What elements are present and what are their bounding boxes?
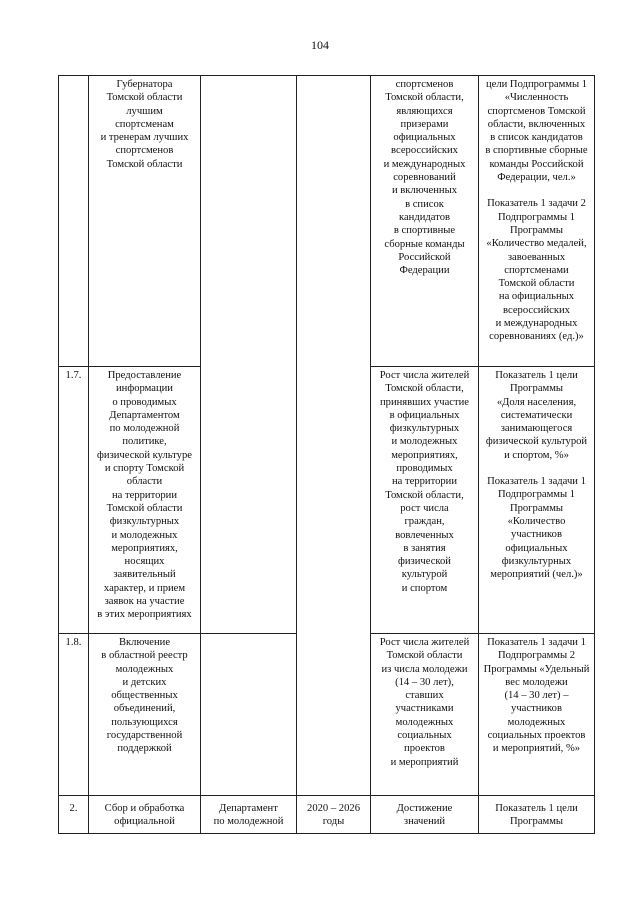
period-cell <box>297 796 371 834</box>
row-number-cell <box>59 367 89 634</box>
period-cell <box>297 76 371 796</box>
event-cell <box>89 796 201 834</box>
executor-cell <box>201 796 297 834</box>
event-text: Включение в областной реестр молодежных и детских общественных объединений, пользующихся государственной поддержкой <box>101 637 188 755</box>
indicator-text: Показатель 1 задачи 2 Подпрограммы 1 Программы «Количество медалей, завоеванных спортсменами Томской области на официальных всероссийских и международных соревнованиях (ед.)» <box>486 198 587 343</box>
table-row <box>59 796 595 834</box>
result-text: Рост числа жителей Томской области, принявших участие в официальных физкультурных и молодежных мероприятиях, проводимых на территории Томской области, рост числа граждан, вовлеченных в занятия физической культурой и спортом <box>379 370 470 594</box>
row-number: 1.8. <box>65 637 82 648</box>
page-number: 104 <box>311 38 329 52</box>
measures-table <box>58 75 595 834</box>
indicator-cell <box>479 367 595 634</box>
executor-text: Департамент по молодежной <box>213 803 284 828</box>
result-text: спортсменов Томской области, являющихся призерами официальных всероссийских и международных соревнований и включенных в список кандидатов в спортивные сборные команды Российской Федерации <box>383 79 466 277</box>
result-text: Рост числа жителей Томской области из числа молодежи (14 – 30 лет), ставших участниками молодежных социальных проектов и мероприятий <box>379 637 470 768</box>
indicator-cell <box>479 796 595 834</box>
event-text: Сбор и обработка официальной <box>104 803 185 828</box>
indicator-cell <box>479 634 595 796</box>
result-text: Достижение значений <box>396 803 453 828</box>
executor-cell <box>201 76 297 634</box>
row-number-cell <box>59 796 89 834</box>
event-cell <box>89 367 201 634</box>
row-number-cell <box>59 634 89 796</box>
event-cell <box>89 76 201 367</box>
result-cell <box>371 796 479 834</box>
indicator-text: Показатель 1 задачи 1 Подпрограммы 1 Программы «Количество участников официальных физкультурных мероприятий (чел.)» <box>487 476 586 581</box>
result-cell <box>371 634 479 796</box>
result-cell <box>371 367 479 634</box>
executor-cell <box>201 634 297 796</box>
row-number: 2. <box>69 803 78 814</box>
indicator-text: Показатель 1 цели Программы <box>495 803 578 828</box>
event-text: Губернатора Томской области лучшим спортсменам и тренерам лучших спортсменов Томской области <box>100 79 189 170</box>
indicator-text: Показатель 1 цели Программы «Доля населения, систематически занимающегося физической культурой и спортом, %» <box>485 370 588 461</box>
indicator-text: цели Подпрограммы 1 «Численность спортсменов Томской области, включенных в список кандидатов в спортивные сборные команды Российской Федерации, чел.» <box>485 79 588 184</box>
indicator-text: Показатель 1 задачи 1 Подпрограммы 2 Программы «Удельный вес молодежи (14 – 30 лет) – участников молодежных социальных проектов и мероприятий, %» <box>483 637 590 755</box>
table-row <box>59 76 595 367</box>
event-cell <box>89 634 201 796</box>
row-number: 1.7. <box>65 370 82 381</box>
period-text: 2020 – 2026 годы <box>307 803 360 828</box>
result-cell <box>371 76 479 367</box>
event-text: Предоставление информации о проводимых Департаментом по молодежной политике, физической культуре и спорту Томской области на территории Томской области физкультурных и молодежных мероприятиях, носящих заявительный характер, и прием заявок на участие в этих мероприятиях <box>97 370 192 621</box>
row-number-cell <box>59 76 89 367</box>
indicator-cell <box>479 76 595 367</box>
